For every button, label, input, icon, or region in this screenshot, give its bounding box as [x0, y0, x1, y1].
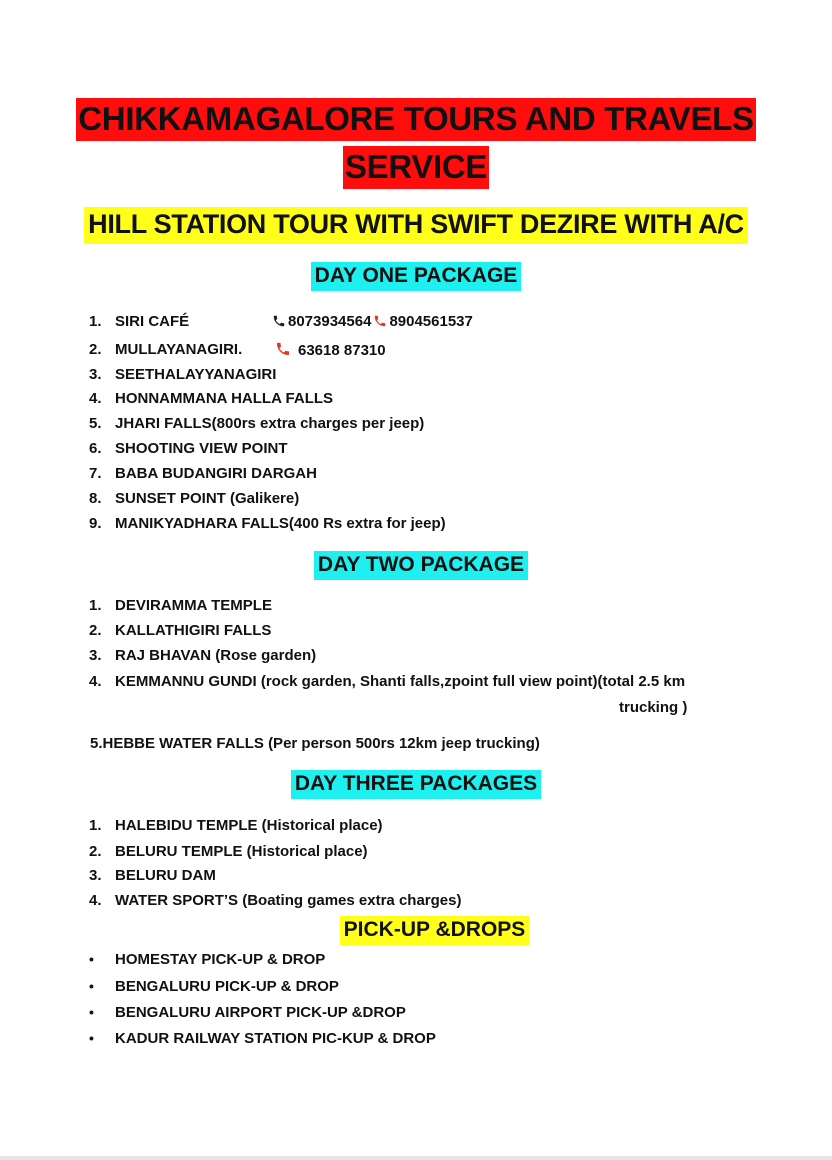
list-item: 3. RAJ BHAVAN (Rose garden) [89, 647, 317, 664]
day-one-heading: DAY ONE PACKAGE [311, 262, 522, 291]
title-line-2-wrap [0, 146, 832, 189]
phone-number: 8904561537 [389, 313, 473, 330]
list-item: 8. SUNSET POINT (Galikere) [89, 490, 300, 507]
subtitle-wrap [0, 207, 832, 244]
list-item: • KADUR RAILWAY STATION PIC-KUP & DROP [89, 1030, 436, 1047]
page-subtitle: HILL STATION TOUR WITH SWIFT DEZIRE WITH A/C [84, 207, 748, 244]
list-item: 5.HEBBE WATER FALLS (Per person 500rs 12km jeep trucking) [90, 735, 540, 752]
pickup-heading: PICK-UP &DROPS [340, 916, 530, 945]
list-item: 1. SIRI CAFÉ [89, 313, 190, 330]
list-item: 1. DEVIRAMMA TEMPLE [89, 597, 272, 614]
list-item: 2. MULLAYANAGIRI. [89, 341, 243, 358]
page-title: CHIKKAMAGALORE TOURS AND TRAVELS [76, 98, 755, 141]
phone-number: 63618 87310 [298, 342, 386, 359]
title-line-1-wrap [0, 98, 832, 141]
day-two-heading: DAY TWO PACKAGE [314, 551, 528, 580]
phone-icon [274, 341, 292, 357]
list-item: • HOMESTAY PICK-UP & DROP [89, 951, 326, 968]
phone-number: 8073934564 [288, 313, 372, 330]
list-item: 2. KALLATHIGIRI FALLS [89, 622, 272, 639]
list-item: 7. BABA BUDANGIRI DARGAH [89, 465, 317, 482]
list-item: 2. BELURU TEMPLE (Historical place) [89, 843, 368, 860]
page-bottom-edge [0, 1156, 832, 1160]
pickup-heading-wrap [0, 916, 832, 945]
list-item: 4. HONNAMMANA HALLA FALLS [89, 390, 334, 407]
list-item: • BENGALURU AIRPORT PICK-UP &DROP [89, 1004, 406, 1021]
day-three-heading: DAY THREE PACKAGES [291, 770, 541, 799]
page-title-continued: SERVICE [343, 146, 489, 189]
phone-icon [272, 314, 286, 328]
list-item: 1. HALEBIDU TEMPLE (Historical place) [89, 817, 383, 834]
list-item: 4. KEMMANNU GUNDI (rock garden, Shanti falls,zpoint full view point)(total 2.5 km [89, 673, 686, 690]
list-item: 4. WATER SPORT’S (Boating games extra charges) [89, 892, 462, 909]
phone-contact-mullayanagiri [274, 341, 386, 359]
list-item: 3. SEETHALAYYANAGIRI [89, 366, 277, 383]
list-item: 6. SHOOTING VIEW POINT [89, 440, 288, 457]
list-item: 9. MANIKYADHARA FALLS(400 Rs extra for jeep) [89, 515, 446, 532]
list-item: 3. BELURU DAM [89, 867, 216, 884]
list-item-continuation: trucking ) [619, 699, 688, 716]
day-three-heading-wrap [0, 770, 832, 799]
day-two-heading-wrap [0, 551, 832, 580]
phone-contact-siri [272, 313, 473, 330]
phone-icon [373, 314, 387, 328]
list-item: • BENGALURU PICK-UP & DROP [89, 978, 339, 995]
day-one-heading-wrap [0, 262, 832, 291]
list-item: 5. JHARI FALLS(800rs extra charges per jeep) [89, 415, 425, 432]
